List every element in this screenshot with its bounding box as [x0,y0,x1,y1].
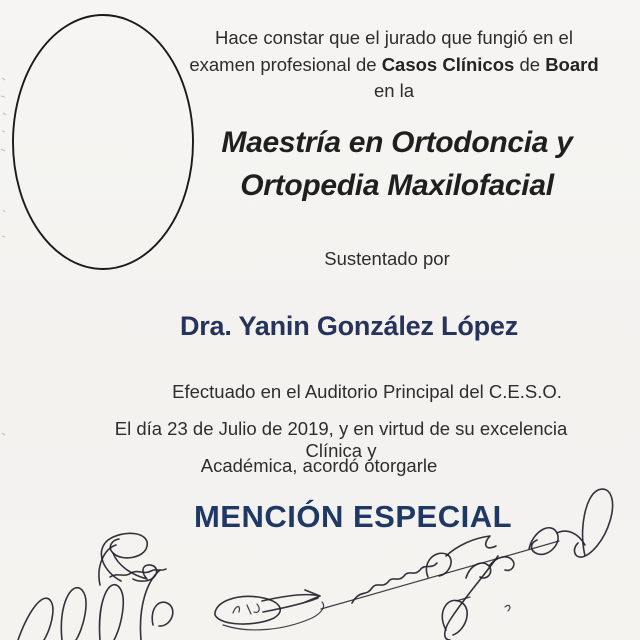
intro-line-2 [149,52,639,79]
award-title: MENCIÓN ESPECIAL [193,499,513,534]
date-line-1: El día 23 de Julio de 2019, y en virtud de su excelencia Clínica y [114,418,568,461]
signature-jury-center-icon [321,536,559,611]
intro-line-1: Hace constar que el jurado que fungió en el [215,27,573,48]
date-line-2: Académica, acordó otorgarle [200,455,438,476]
signature-pen-doodle-icon [215,590,324,630]
intro-line-2-text: examen profesional de [189,53,382,75]
signature-jury-right-icon [442,556,514,640]
board-bold: Board [545,53,599,75]
program-title [147,121,640,207]
intro-line-2-mid: de [514,53,546,75]
intro-line-3: en la [373,80,415,101]
candidate-name: Dra. Yanin González López [179,311,519,341]
venue-line: Efectuado en el Auditorio Principal del C.E.S.O. [172,381,562,402]
program-title-line-1: Maestría en Ortodoncia y [221,126,573,159]
program-title-line-2: Ortopedia Maxilofacial [240,169,554,202]
intro-paragraph [149,25,639,105]
exam-subject-bold: Casos Clínicos [381,53,515,75]
sustentado-label: Sustentado por [324,248,450,269]
scan-speck-marks [1,78,6,435]
signature-jury-left-icon [18,533,173,640]
